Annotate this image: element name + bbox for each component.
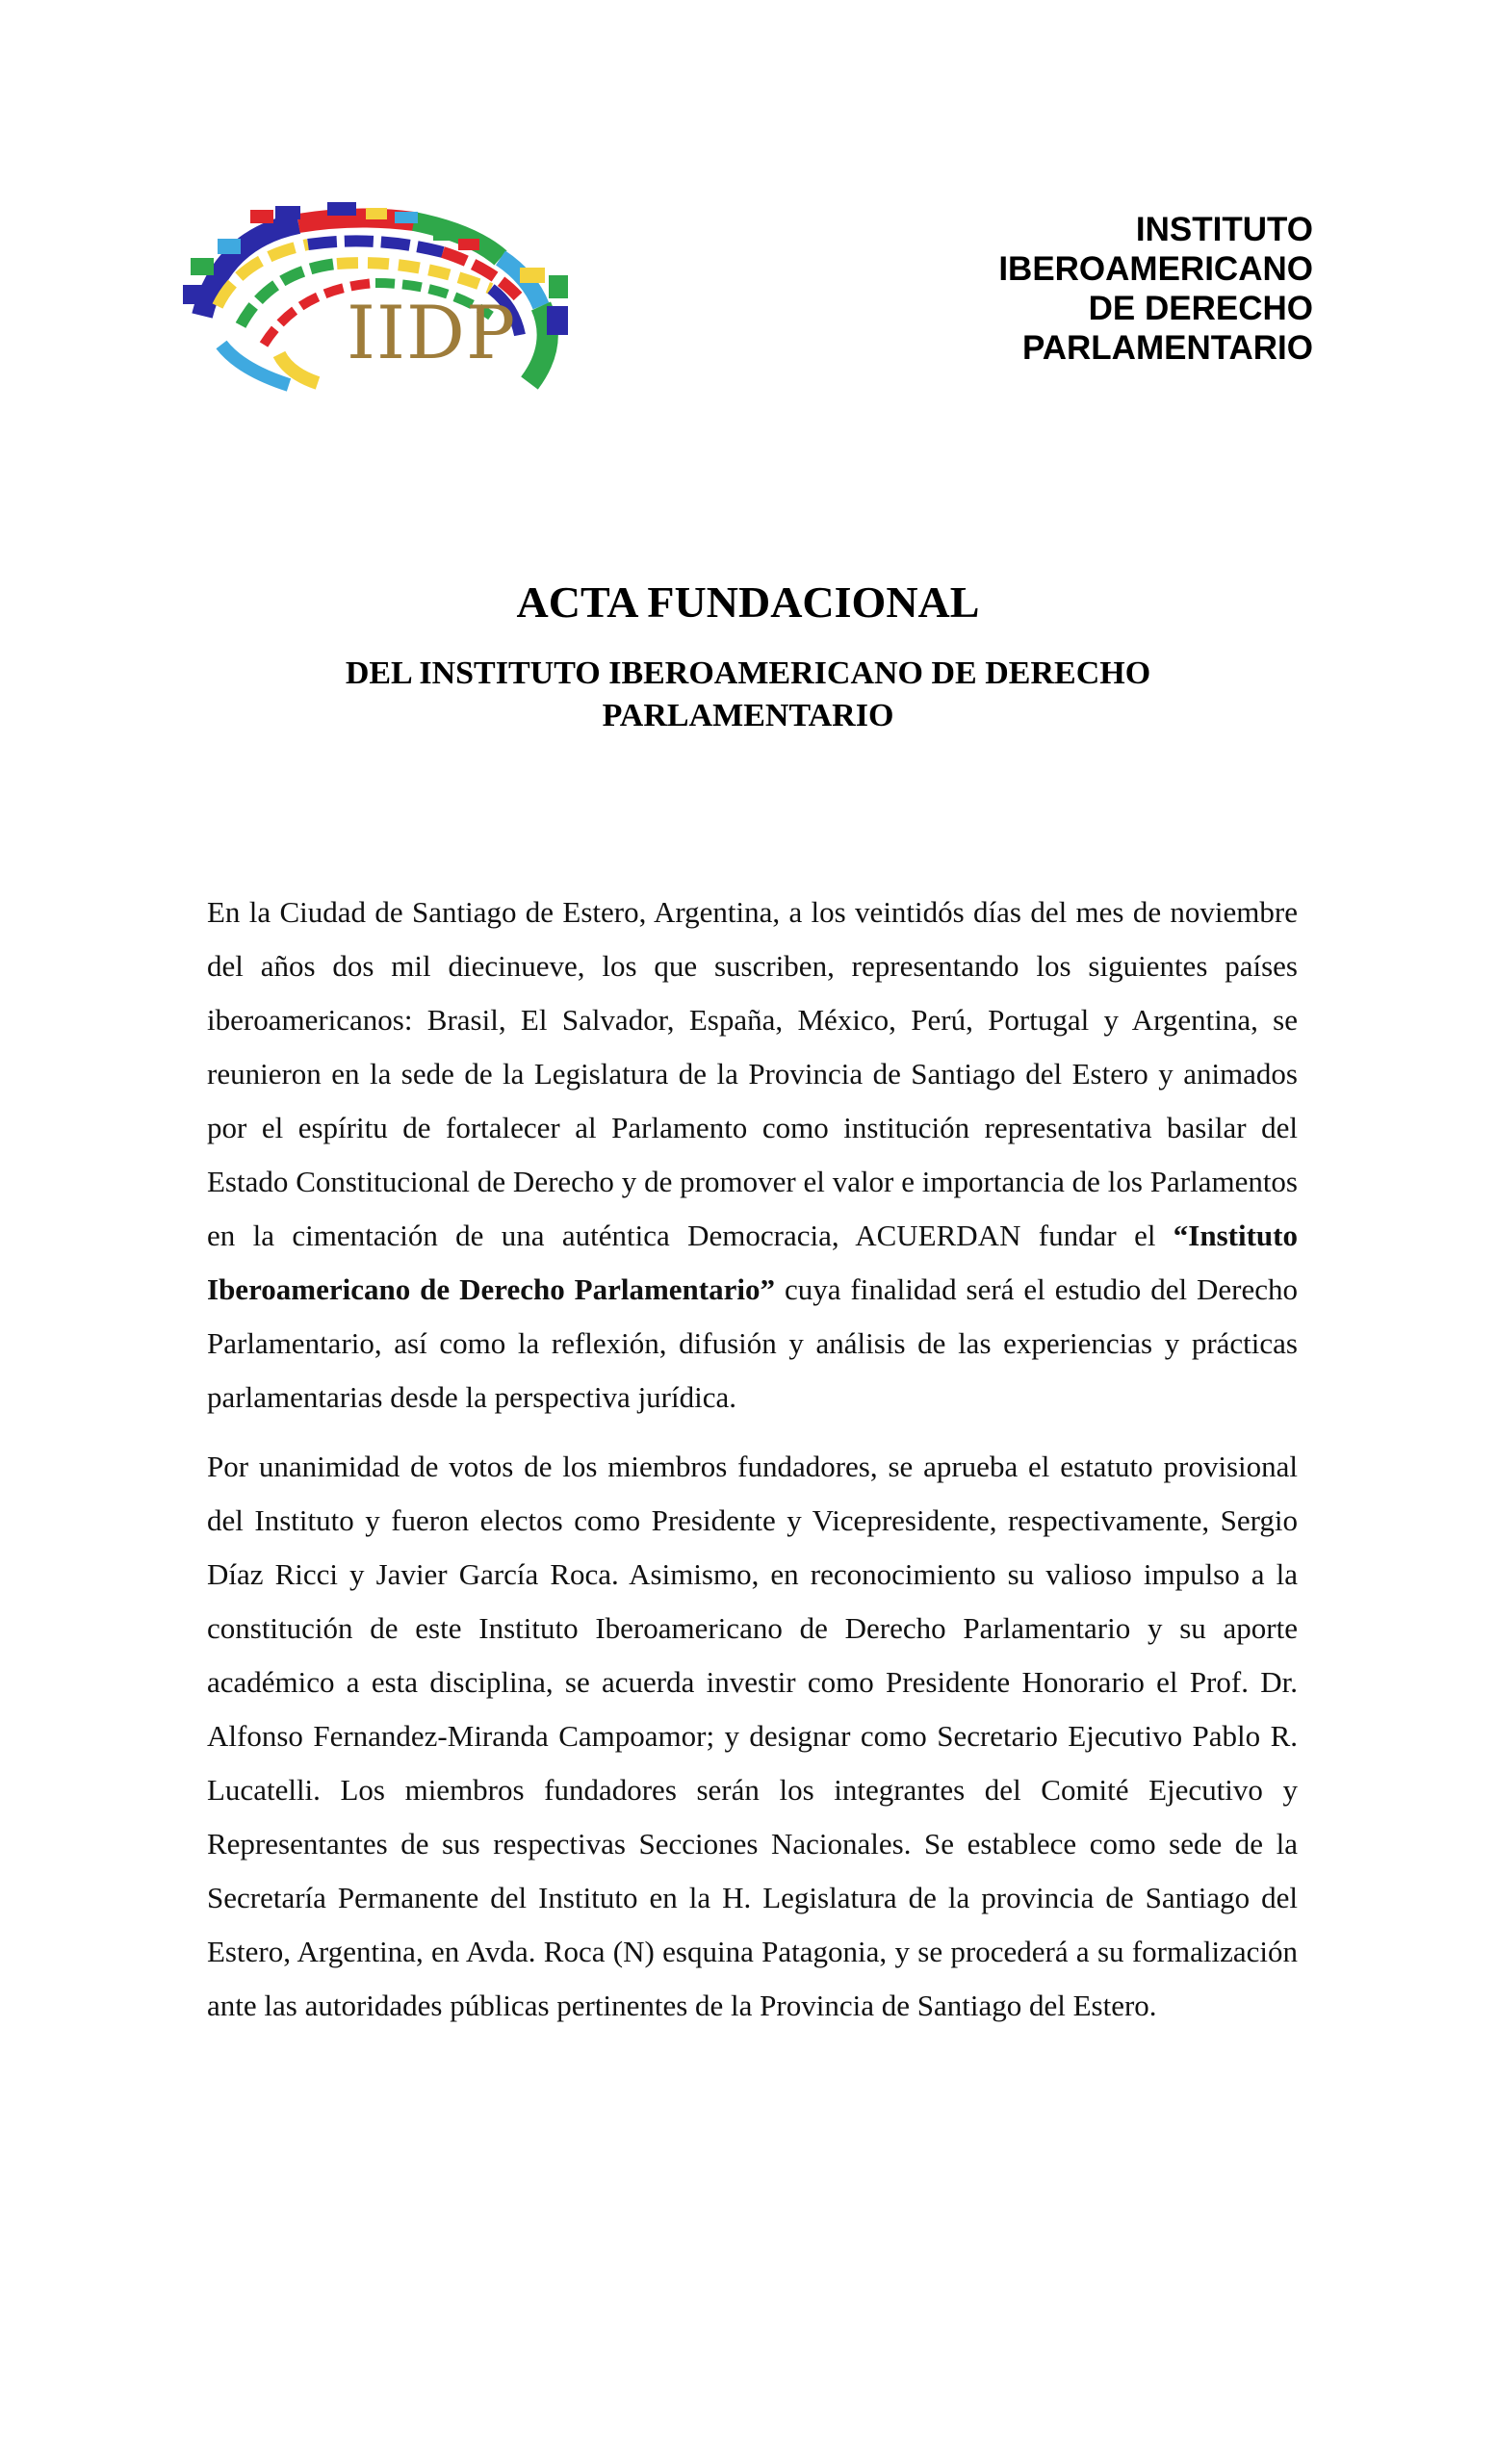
org-name-line: DE DERECHO xyxy=(1088,290,1313,327)
paragraph-text: En la Ciudad de Santiago de Estero, Argentina, a los veintidós días del mes de noviembre del años dos mil diecinueve, los que suscriben, representando los siguientes países iberoamericanos: Brasil, El Salvador, España, México, Perú, Portugal y Argentina, se reunieron en la sede de la Legislatura de la Provincia de Santiago del Estero y animados por el espíritu de fortalecer al Parlamento como institución representativa basilar del Estado Constitucional de Derecho y de promover el valor e importancia de los Parlamentos en la cimentación de una auténtica Democracia, ACUERDAN fundar el xyxy=(207,895,1298,1252)
org-name-line: PARLAMENTARIO xyxy=(1021,329,1313,367)
institute-name-bold: “Instituto Iberoamericano de Derecho Parlamentario” xyxy=(207,1219,1298,1306)
document-subtitle xyxy=(0,653,1496,737)
paragraph-text: cuya finalidad será el estudio del Derecho Parlamentario, así como la reflexión, difusión y análisis de las experiencias y prácticas parlamentarias desde la perspectiva jurídica. xyxy=(207,1272,1299,1414)
paragraph-foundation xyxy=(207,886,1298,1424)
subtitle-line: PARLAMENTARIO xyxy=(602,698,894,733)
document-title: ACTA FUNDACIONAL xyxy=(516,578,980,627)
org-name-line: INSTITUTO xyxy=(1135,211,1313,248)
paragraph-resolution: Por unanimidad de votos de los miembros fundadores, se aprueba el estatuto provisional del Instituto y fueron electos como Presidente y Vicepresidente, respectivamente, Sergio Díaz Ricci y Javier García Roca. Asimismo, en reconocimiento su valioso impulso a la constitución de este Instituto Iberoamericano de Derecho Parlamentario y su aporte académico a esta disciplina, se acuerda investir como Presidente Honorario el Prof. Dr. Alfonso Fernandez-Miranda Campoamor; y designar como Secretario Ejecutivo Pablo R. Lucatelli. Los miembros fundadores serán los integrantes del Comité Ejecutivo y Representantes de sus respectivas Secciones Nacionales. Se establece como sede de la Secretaría Permanente del Instituto en la H. Legislatura de la provincia de Santiago del Estero, Argentina, en Avda. Roca (N) esquina Patagonia, y se procederá a su formalización ante las autoridades públicas pertinentes de la Provincia de Santiago del Estero. xyxy=(207,1450,1298,2022)
logo-wordmark: IIDP xyxy=(347,290,517,375)
iidp-logo xyxy=(183,200,606,393)
subtitle-line: DEL INSTITUTO IBEROAMERICANO DE DERECHO xyxy=(345,655,1151,691)
document-body xyxy=(207,886,1298,2033)
org-name-line: IBEROAMERICANO xyxy=(998,250,1313,288)
organization-name xyxy=(998,210,1313,368)
